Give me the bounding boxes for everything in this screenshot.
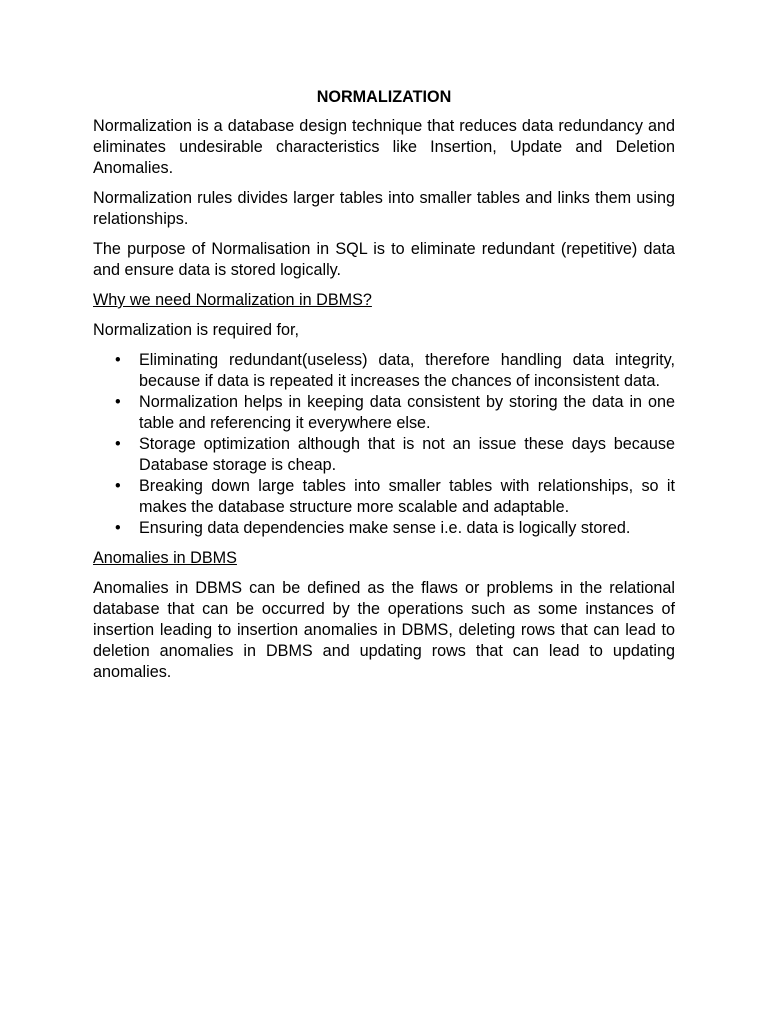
- section-heading-why-normalization: Why we need Normalization in DBMS?: [93, 291, 372, 309]
- list-item: [93, 518, 675, 539]
- list-item-text: Breaking down large tables into smaller tables with relationships, so it makes the database structure more scalable and adaptable.: [139, 477, 675, 516]
- paragraph-purpose: The purpose of Normalisation in SQL is to eliminate redundant (repetitive) data and ensure data is stored logically.: [93, 240, 675, 279]
- list-item: [93, 392, 675, 434]
- bullet-list: [93, 350, 675, 539]
- bullet-icon: •: [115, 351, 121, 369]
- bullet-icon: •: [115, 519, 121, 537]
- list-item-text: Normalization helps in keeping data consistent by storing the data in one table and referencing it everywhere else.: [139, 393, 675, 432]
- list-item: [93, 350, 675, 392]
- list-item: [93, 434, 675, 476]
- document-title: NORMALIZATION: [316, 88, 452, 106]
- section-heading-anomalies: Anomalies in DBMS: [93, 549, 237, 567]
- list-item: [93, 476, 675, 518]
- list-item-text: Storage optimization although that is not an issue these days because Database storage is cheap.: [139, 435, 675, 474]
- bullet-icon: •: [115, 435, 121, 453]
- bullet-icon: •: [115, 477, 121, 495]
- list-item-text: Ensuring data dependencies make sense i.e. data is logically stored.: [139, 519, 631, 537]
- bullet-icon: •: [115, 393, 121, 411]
- paragraph-anomalies: Anomalies in DBMS can be defined as the flaws or problems in the relational database that can be occurred by the operations such as some instances of insertion leading to insertion anomalies in DBMS, deleting rows that can lead to deletion anomalies in DBMS and updating rows that can lead to updating anomalies.: [93, 579, 675, 681]
- paragraph-definition: Normalization is a database design technique that reduces data redundancy and eliminates undesirable characteristics like Insertion, Update and Deletion Anomalies.: [93, 117, 675, 177]
- paragraph-required-for: Normalization is required for,: [93, 321, 300, 339]
- list-item-text: Eliminating redundant(useless) data, therefore handling data integrity, because if data is repeated it increases the chances of inconsistent data.: [139, 351, 675, 390]
- paragraph-rules: Normalization rules divides larger tables into smaller tables and links them using relationships.: [93, 189, 675, 228]
- document-page: [93, 87, 675, 692]
